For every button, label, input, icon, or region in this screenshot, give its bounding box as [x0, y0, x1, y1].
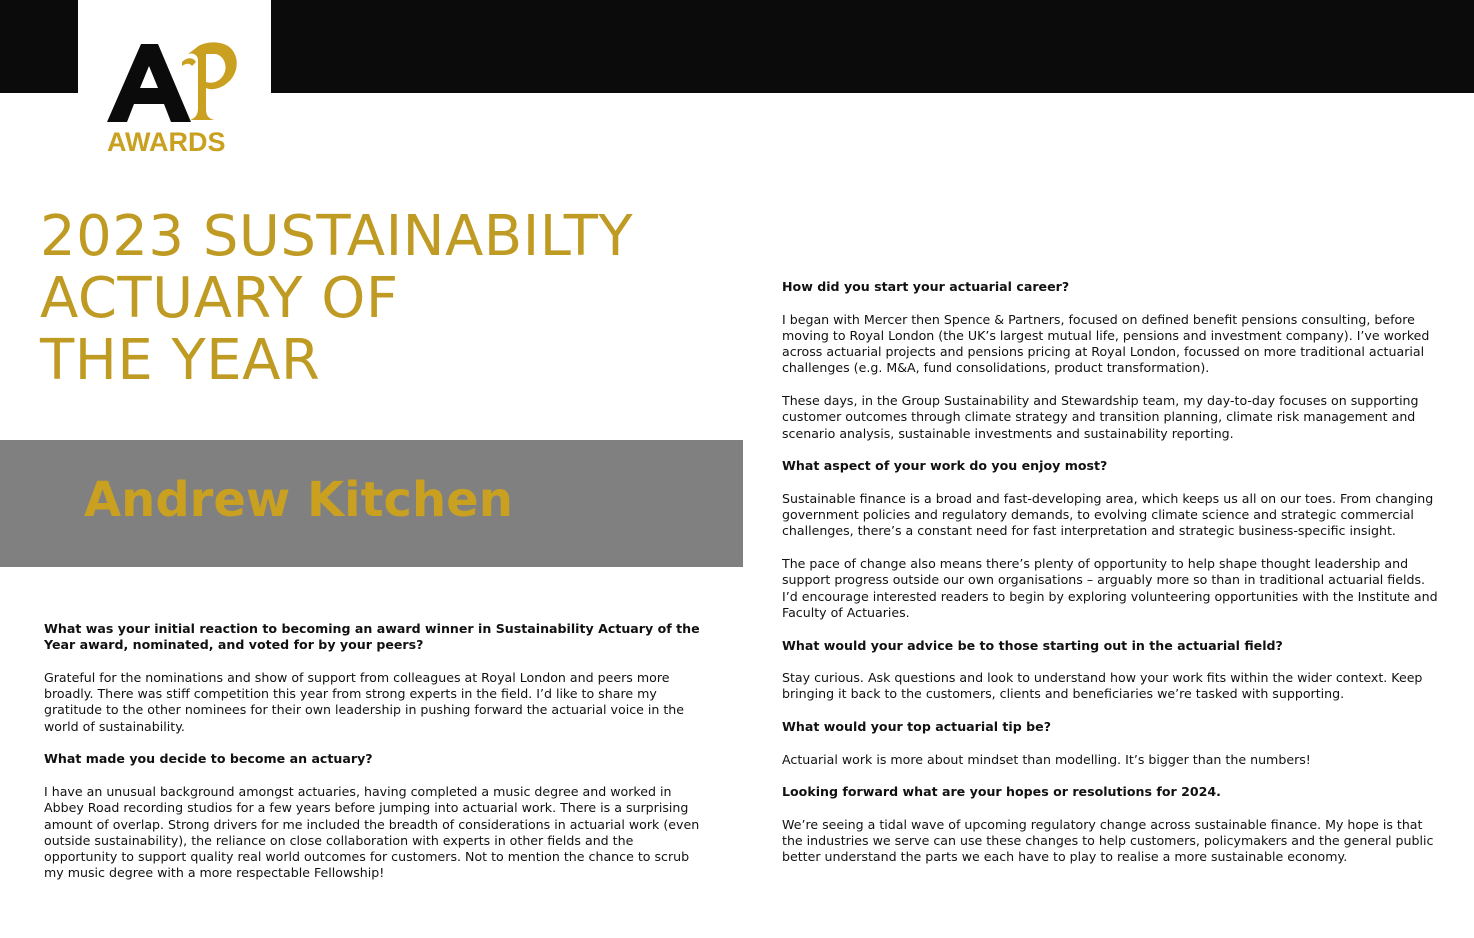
question: What aspect of your work do you enjoy most? [782, 458, 1108, 474]
question: What was your initial reaction to becoming an award winner in Sustainability Actuary of the Year award, nominated, and voted for by your peers? [44, 621, 700, 653]
left-column [44, 621, 704, 898]
title-line-1: 2023 SUSTAINABILTY [40, 204, 634, 269]
title-line-3: THE YEAR [40, 328, 321, 393]
winner-name: Andrew Kitchen [84, 472, 513, 528]
ap-awards-logo [78, 0, 271, 170]
question: Looking forward what are your hopes or resolutions for 2024. [782, 784, 1221, 800]
question: What made you decide to become an actuary? [44, 751, 373, 767]
answer: The pace of change also means there’s plenty of opportunity to help shape thought leadership and support progress outside our own organisations – arguably more so than in traditional actuarial fields. I’d encourage interested readers to begin by exploring volunteering opportunities with the Institute and Faculty of Actuaries. [782, 556, 1438, 620]
answer: Sustainable finance is a broad and fast-developing area, which keeps us all on our toes. From changing government policies and regulatory demands, to evolving climate science and strategic commercial challenges, there’s a constant need for fast interpretation and strategic business-specific insight. [782, 490, 1434, 539]
ap-awards-logo-icon [78, 0, 271, 170]
question: What would your top actuarial tip be? [782, 719, 1051, 735]
question: How did you start your actuarial career? [782, 279, 1070, 294]
page-title [40, 206, 720, 392]
question: What would your advice be to those starting out in the actuarial field? [782, 637, 1283, 653]
answer: Stay curious. Ask questions and look to understand how your work fits within the wider context. Keep bringing it back to the customers, clients and beneficiaries we’re tasked with supporting. [782, 670, 1423, 702]
title-line-2: ACTUARY OF [40, 266, 399, 331]
right-column [782, 279, 1442, 882]
logo-awards-text: AWARDS [107, 127, 226, 157]
answer: These days, in the Group Sustainability and Stewardship team, my day-to-day focuses on supporting customer outcomes through climate strategy and transition planning, climate risk management and scenario analysis, sustainable investments and sustainability reporting. [782, 393, 1419, 441]
answer: Actuarial work is more about mindset than modelling. It’s bigger than the numbers! [782, 751, 1311, 767]
answer: Grateful for the nominations and show of support from colleagues at Royal London and peers more broadly. There was stiff competition this year from strong experts in the field. I’d like to share my gratitude to the other nominees for their own leadership in pushing forward the actuarial voice in the world of sustainability. [44, 669, 685, 734]
answer: We’re seeing a tidal wave of upcoming regulatory change across sustainable finance. My hope is that the industries we serve can use these changes to help customers, policymakers and the general public better understand the parts we each have to play to realise a more sustainable economy. [782, 816, 1434, 865]
answer: I have an unusual background amongst actuaries, having completed a music degree and worked in Abbey Road recording studios for a few years before jumping into actuarial work. There is a surprising amount of overlap. Strong drivers for me included the breadth of considerations in actuarial work (even outside sustainability), the reliance on close collaboration with experts in other fields and the opportunity to support quality real world outcomes for customers. Not to mention the chance to scrub my music degree with a more respectable Fellowship! [44, 783, 700, 881]
answer: I began with Mercer then Spence & Partners, focused on defined benefit pensions consulting, before moving to Royal London (the UK’s largest mutual life, pensions and investment company). I’ve worked across actuarial projects and pensions pricing at Royal London, focussed on more traditional actuarial challenges (e.g. M&A, fund consolidations, product transformation). [782, 311, 1430, 376]
